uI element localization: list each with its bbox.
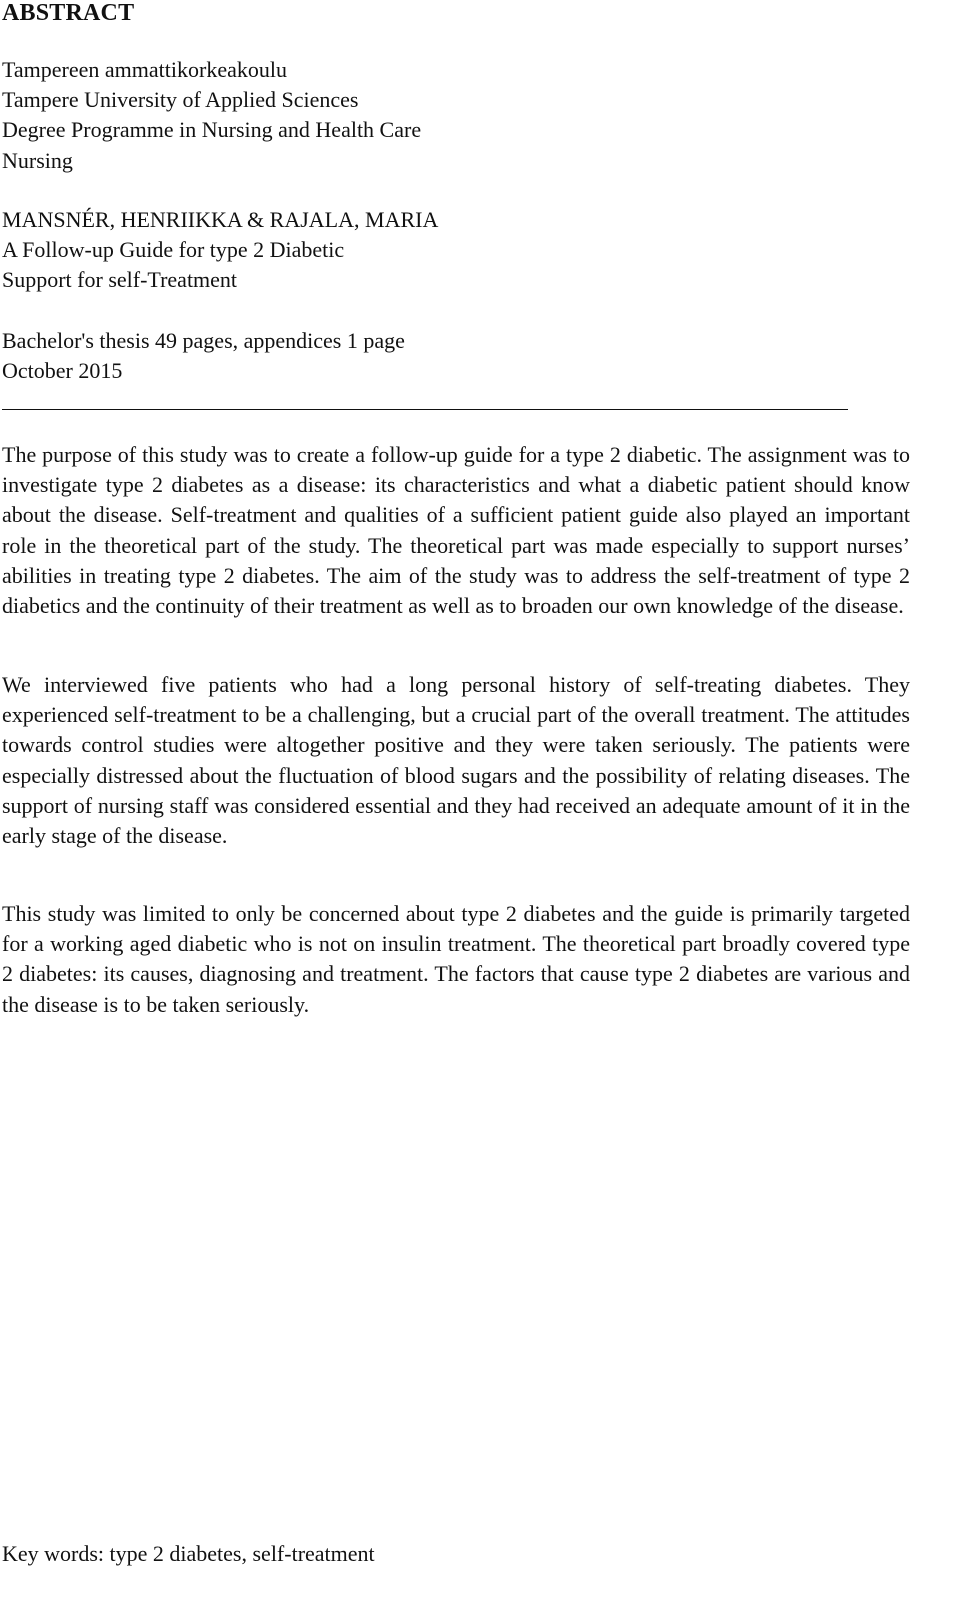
- degree-programme: Degree Programme in Nursing and Health Care: [2, 117, 422, 143]
- institution-block: [2, 55, 421, 176]
- thesis-date: October 2015: [2, 358, 123, 384]
- thesis-title-line-1: A Follow-up Guide for type 2 Diabetic: [2, 237, 345, 263]
- institution-name-english: Tampere University of Applied Sciences: [2, 87, 359, 113]
- thesis-info: Bachelor's thesis 49 pages, appendices 1 page: [2, 328, 405, 353]
- thesis-title-line-2: Support for self-Treatment: [2, 267, 238, 293]
- keywords-line: Key words: type 2 diabetes, self-treatment: [2, 1541, 375, 1566]
- abstract-paragraph-3: This study was limited to only be concerned about type 2 diabetes and the guide is primarily targeted for a working aged diabetic who is not on insulin treatment. The theoretical part broadly covered type 2 diabetes: its causes, diagnosing and treatment. The factors that cause type 2 diabetes are various and the disease is to be taken seriously.: [2, 901, 910, 1017]
- abstract-paragraph-2: We interviewed five patients who had a long personal history of self-treating diabetes. They experienced self-treatment to be a challenging, but a crucial part of the overall treatment. The attitudes towards control studies were altogether positive and they were taken seriously. The patients were especially distressed about the fluctuation of blood sugars and the possibility of relating diseases. The support of nursing staff was considered essential and they had received an adequate amount of it in the early stage of the disease.: [2, 672, 910, 849]
- page-title: ABSTRACT: [2, 0, 135, 26]
- thesis-meta-block: [2, 326, 405, 386]
- author-title-block: [2, 205, 438, 296]
- abstract-paragraph-1: The purpose of this study was to create a follow-up guide for a type 2 diabetic. The assignment was to investigate type 2 diabetes as a disease: its characteristics and what a diabetic patient should know about the disease. Self-treatment and qualities of a sufficient patient guide also played an important role in the theoretical part of the study. The theoretical part was made especially to support nurses’ abilities in treating type 2 diabetes. The aim of the study was to address the self-treatment of type 2 diabetics and the continuity of their treatment as well as to broaden our own knowledge of the disease.: [2, 442, 910, 619]
- institution-name-finnish: Tampereen ammattikorkeakoulu: [2, 57, 287, 82]
- field-of-study: Nursing: [2, 147, 73, 173]
- divider-rule: [2, 409, 848, 410]
- authors: MANSNÉR, HENRIIKKA & RAJALA, MARIA: [2, 207, 439, 232]
